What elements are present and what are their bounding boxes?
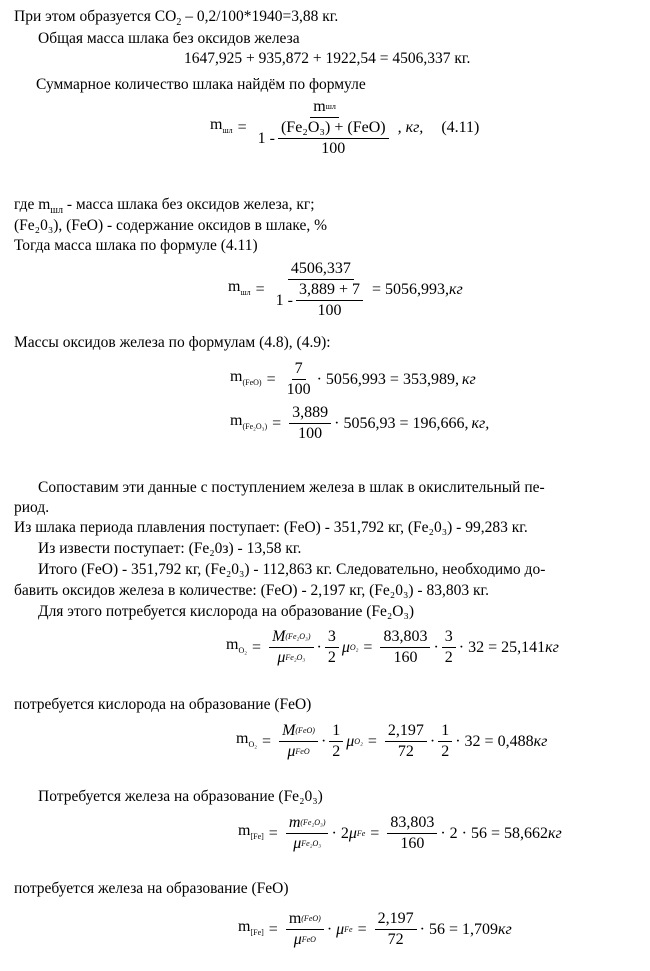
text-line: риод.: [14, 499, 50, 516]
fraction: m шл 1 - $\frac{\text{(Fe₂O₃) + (FeO)}}{100}$: [255, 98, 395, 158]
fraction: $\frac{3}{2}$: [442, 628, 456, 667]
fraction: $\frac{83,803}{160}$: [380, 628, 430, 667]
text-line: бавить оксидов железа в количестве: (FeO) - 2,197 кг, (Fe₂0₃) - 83,803 кг.: [14, 582, 489, 599]
subscript: 2: [176, 17, 182, 28]
formula-oxygen-feo: $m_{O_2}$ = M (FeO) μ FeO · $\frac{1}{2}$ μ O₂ = $\frac{2,197}{72}$ · $\frac{1}{2}$ · 32 = 0,488 кг: [236, 722, 548, 760]
text-line: Тогда масса шлака по формуле (4.11): [14, 237, 258, 254]
fraction: m (Fe₂O₃) μ Fe₂O₃: [286, 814, 329, 853]
text-line: где $m_{шл}$ - масса шлака без оксидов железа, кг;: [14, 196, 315, 216]
formula-lhs: $m_{шл}$: [210, 116, 233, 135]
fraction: $\frac{1}{2}$: [329, 722, 343, 761]
text-line: Потребуется железа на образование (Fe₂0₃): [38, 788, 323, 805]
fraction: $\frac{3}{2}$: [325, 628, 339, 667]
formula-4-11: $m_{шл}$ = m шл 1 - $\frac{\text{(Fe₂O₃) + (FeO)}}{100}$ , кг, (4.11): [210, 98, 480, 157]
text-line: Общая масса шлака без оксидов железа: [38, 30, 300, 47]
text-line: (Fe₂0₃), (FeO) - содержание оксидов в шлаке, %: [14, 217, 328, 234]
fraction: $\frac{83,803}{160}$: [387, 814, 437, 853]
text-line-sum: 1647,925 + 935,872 + 1922,54 = 4506,337 кг.: [184, 50, 471, 67]
text-line: Сопоставим эти данные с поступлением железа в шлак в окислительный пе-: [38, 479, 545, 496]
equation-label: (4.11): [441, 119, 480, 136]
formula-fe2o3: $m_{(Fe_2O_3)}$ = $\frac{3,889}{100}$ · 5056,93 = 196,666, кг,: [230, 404, 490, 442]
text-line: Из извести поступает: (Fe₂0з) - 13,58 кг.: [38, 540, 302, 557]
fraction: $\frac{3,889}{100}$: [289, 404, 331, 443]
fraction: $\frac{2,197}{72}$: [375, 910, 417, 949]
formula-iron-fe2o3: $m_{[Fe]}$ = m (Fe₂O₃) μ Fe₂O₃ · 2 μ Fe = $\frac{83,803}{160}$ · 2 · 56 = 58,662 кг: [238, 814, 562, 852]
formula-oxygen-fe2o3: $m_{O_2}$ = M (Fe₂O₃) μ Fe₂O₃ · $\frac{3}{2}$ μ O₂ = $\frac{83,803}{160}$ · $\frac{3}{2}$ · 32 = 25,141 кг: [226, 628, 559, 666]
formula-iron-feo: $m_{[Fe]}$ = m (FeO) μ FeO · μ Fe = $\frac{2,197}{72}$ · 56 = 1,709 кг: [238, 910, 512, 948]
fraction: m (FeO) μ FeO: [286, 910, 324, 949]
formula-feo: $m_{(FeO)}$ = $\frac{7}{100}$ · 5056,993 = 353,989, кг: [230, 360, 476, 398]
text-line: Из шлака периода плавления поступает: (FeO) - 351,792 кг, (Fe₂0₃) - 99,283 кг.: [14, 519, 528, 536]
fraction: 4506,337 1 - $\frac{3,889 + 7}{100}$: [273, 260, 369, 320]
fraction: M (Fe₂O₃) μ Fe₂O₃: [269, 628, 313, 667]
unit: , кг,: [397, 119, 424, 136]
text-line: Для этого потребуется кислорода на образование (Fe₂O₃): [38, 603, 415, 620]
formula-slag-mass: $m_{шл}$ = 4506,337 1 - $\frac{3,889 + 7}{100}$ = 5056,993, кг: [228, 260, 463, 319]
fraction: $\frac{2,197}{72}$: [385, 722, 427, 761]
text-line: Массы оксидов железа по формулам (4.8), (4.9):: [14, 334, 331, 351]
text-span: При этом образуется CO: [14, 8, 177, 25]
text-line-co2: [14, 8, 338, 32]
inner-fraction: $\frac{3,889 + 7}{100}$: [296, 281, 363, 320]
text-line: Итого (FeO) - 351,792 кг, (Fe₂0₃) - 112,863 кг. Следовательно, необходимо до-: [38, 561, 546, 578]
text-line: Суммарное количество шлака найдём по формуле: [36, 76, 366, 93]
fraction: $\frac{1}{2}$: [438, 722, 452, 761]
inner-fraction: $\frac{\text{(Fe₂O₃) + (FeO)}}{100}$: [278, 119, 389, 158]
fraction: M (FeO) μ FeO: [279, 722, 318, 761]
text-line: потребуется кислорода на образование (FeO): [14, 696, 312, 713]
text-span: – 0,2/100*1940=3,88 кг.: [181, 8, 339, 25]
fraction: $\frac{7}{100}$: [286, 360, 311, 398]
text-line: потребуется железа на образование (FeO): [14, 880, 289, 897]
